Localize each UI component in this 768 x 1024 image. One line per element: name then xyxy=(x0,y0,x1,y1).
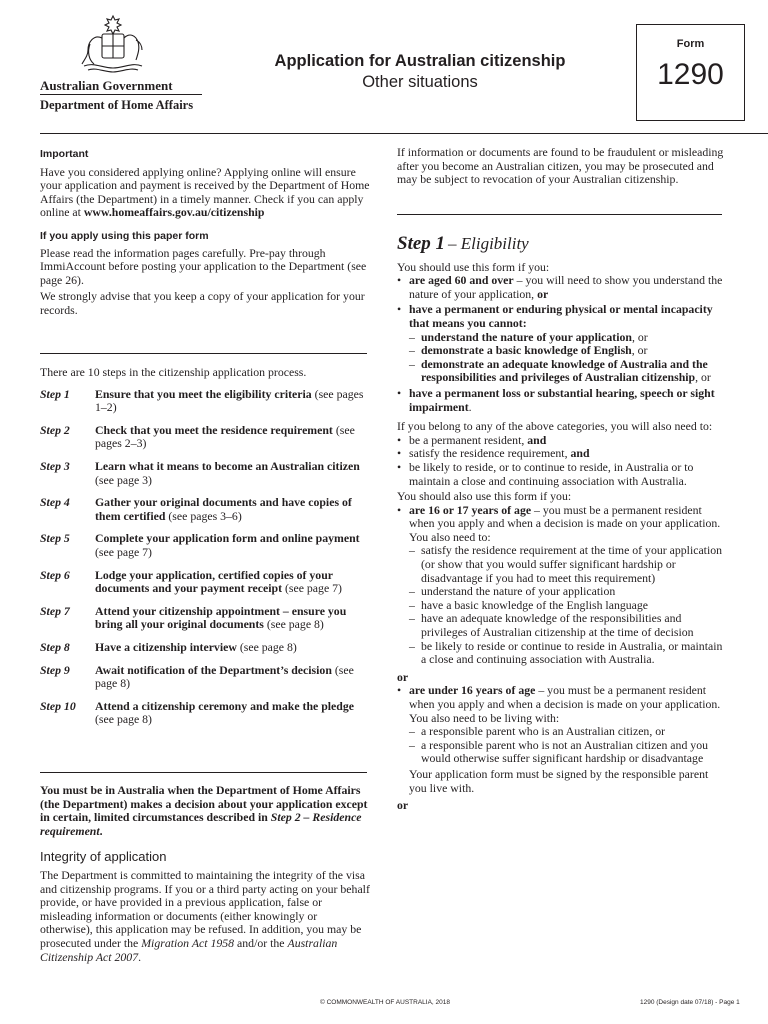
step-row xyxy=(40,700,370,727)
header-rule xyxy=(40,133,768,134)
form-subtitle: Other situations xyxy=(362,73,478,91)
incapacity-item: – demonstrate a basic knowledge of English, or xyxy=(409,344,727,358)
step-title: Attend a citizenship ceremony and make the pledge xyxy=(95,698,354,713)
step-title: Lodge your application, certified copies of your documents and your payment receipt xyxy=(95,567,333,596)
step-row xyxy=(40,532,370,559)
step-page-ref: (see pages 3–6) xyxy=(168,508,242,523)
step-row xyxy=(40,641,370,655)
section-divider xyxy=(40,353,367,354)
paper-text-2: We strongly advise that you keep a copy of your application for your records. xyxy=(40,289,365,317)
department-name: Department of Home Affairs xyxy=(40,98,194,112)
need-item: • be likely to reside, or to continue to reside, in Australia or to maintain a close and continuing association with Australia. xyxy=(397,461,727,488)
condition-age-16-17: • are 16 or 17 years of age – you must be a permanent resident when you apply and when a decision is made on your application. You also need to: – satisfy the residence requirement at the time of your application (or show that you would suffer significant hardship or disadvantage if you had to meet this requirement) – understand the nature of your application – have a basic knowledge of the English language – have an adequate knowledge of the responsibilities and privileges of Australian citizenship at the time of decision – be likely to reside or continue to reside in Australia, or maintain a close and continuing association with Australia. xyxy=(397,504,727,667)
step-title: Ensure that you meet the eligibility criteria xyxy=(95,386,312,401)
under-16-item: – a responsible parent who is an Australian citizen, or xyxy=(409,725,727,739)
form-title: Application for Australian citizenship xyxy=(274,52,566,70)
coat-of-arms-logo xyxy=(78,14,148,76)
steps-intro: There are 10 steps in the citizenship application process. xyxy=(40,365,307,379)
section-divider xyxy=(40,772,367,773)
step-page-ref: (see page 8) xyxy=(95,712,152,727)
steps-section xyxy=(40,366,370,736)
fraud-text: If information or documents are found to be fraudulent or misleading after you become an Australian citizen, you may be prosecuted and may be subject to revocation of your Australian citizenship. xyxy=(397,145,724,187)
header-divider xyxy=(40,94,202,95)
step-label: Step 6 xyxy=(40,567,70,582)
form-number: 1290 xyxy=(657,58,724,91)
citizenship-link[interactable]: www.homeaffairs.gov.au/citizenship xyxy=(83,205,265,220)
government-name: Australian Government xyxy=(40,78,173,93)
section-divider xyxy=(397,214,722,215)
step-title: Learn what it means to become an Australian citizen xyxy=(95,458,360,473)
form-label: Form xyxy=(676,38,705,50)
step1-title: Step 1 xyxy=(397,233,446,254)
step-page-ref: (see pages 2–3) xyxy=(95,422,355,451)
step-label: Step 2 xyxy=(40,422,70,437)
step-row xyxy=(40,388,370,415)
step-page-ref: (see page 8) xyxy=(95,662,354,691)
step-label: Step 4 xyxy=(40,495,70,510)
step-row xyxy=(40,605,370,632)
australia-section xyxy=(40,784,370,964)
step-label: Step 5 xyxy=(40,531,70,546)
step-title: Complete your application form and online payment xyxy=(95,531,360,546)
age-16-item: – understand the nature of your application xyxy=(409,585,727,599)
fraud-section xyxy=(397,146,727,187)
step-page-ref: (see page 7) xyxy=(95,544,152,559)
also-need-text: If you belong to any of the above categories, you will also need to: xyxy=(397,419,713,434)
condition-age-60: • are aged 60 and over – you will need to show you understand the nature of your application, or xyxy=(397,274,727,301)
under-16-sublist xyxy=(409,725,727,766)
age-16-item: – be likely to reside or continue to reside in Australia, or maintain a close and continuing association with Australia. xyxy=(409,640,727,667)
step1-subtitle: – Eligibility xyxy=(447,234,529,253)
step-row xyxy=(40,569,370,596)
step-page-ref: (see page 8) xyxy=(239,639,297,654)
step-title: Gather your original documents and have copies of them certified xyxy=(95,495,352,523)
step-title: Attend your citizenship appointment – ensure you bring all your original documents xyxy=(95,603,347,632)
australia-notice: You must be in Australia when the Department of Home Affairs (the Department) makes a decision about your application except in certain, limited circumstances described in Step 2 – Residence requirement. xyxy=(40,783,368,838)
step-title: Check that you meet the residence requirement xyxy=(95,422,333,437)
or-connector: or xyxy=(397,669,409,684)
incapacity-sublist xyxy=(409,331,727,385)
age-16-item: – have an adequate knowledge of the responsibilities and privileges of Australian citizenship at the time of decision xyxy=(409,612,727,639)
age-16-item: – have a basic knowledge of the English language xyxy=(409,599,727,613)
signed-text: Your application form must be signed by the responsible parent you live with. xyxy=(409,766,709,795)
step-row xyxy=(40,460,370,487)
step-title: Have a citizenship interview xyxy=(95,639,237,654)
step-label: Step 8 xyxy=(40,639,70,654)
incapacity-item: – understand the nature of your application, or xyxy=(409,331,727,345)
under-16-item: – a responsible parent who is not an Australian citizen and you would otherwise suffer significant hardship or disadvantage xyxy=(409,739,727,766)
integrity-heading: Integrity of application xyxy=(40,849,167,865)
steps-list xyxy=(40,388,370,727)
step-label: Step 9 xyxy=(40,662,70,677)
under-16-list xyxy=(397,684,727,795)
step-title: Await notification of the Department’s decision xyxy=(95,662,332,677)
age-16-item: – satisfy the residence requirement at the time of your application (or show that you would suffer significant hardship or disadvantage if you had to meet this requirement) xyxy=(409,544,727,585)
conditions-list xyxy=(397,274,727,414)
important-text: Have you considered applying online? Applying online will ensure your application and payment is received by the Department of Home Affairs (the Department) in a timely manner. Check if you can apply online at www.homeaffairs.gov.au/citizenship xyxy=(40,164,370,220)
condition-impairment: • have a permanent loss or substantial hearing, speech or sight impairment. xyxy=(397,387,727,414)
need-item: • be a permanent resident, and xyxy=(397,434,727,448)
step-label: Step 3 xyxy=(40,458,70,473)
step1-heading xyxy=(397,233,727,254)
step-row xyxy=(40,424,370,451)
step-label: Step 7 xyxy=(40,603,70,618)
important-heading: Important xyxy=(40,148,89,160)
paper-text-1: Please read the information pages carefully. Pre-pay through ImmiAccount before posting your application to the Department (see page 26). xyxy=(40,245,367,287)
important-section xyxy=(40,148,370,318)
copyright-footer: © COMMONWEALTH OF AUSTRALIA, 2018 xyxy=(320,999,450,1006)
condition-under-16: • are under 16 years of age – you must be a permanent resident when you apply and when a decision is made on your application. You also need to be living with: – a responsible parent who is an Australian citizen, or – a responsible parent who is not an Australian citizen and you would otherwise suffer significant hardship or disadvantage Your application form must be signed by the responsible parent you live with. xyxy=(397,684,727,795)
need-item: • satisfy the residence requirement, and xyxy=(397,447,727,461)
paper-heading: If you apply using this paper form xyxy=(40,229,209,242)
step-page-ref: (see page 7) xyxy=(284,581,342,596)
incapacity-item: – demonstrate an adequate knowledge of Australia and the responsibilities and privileges of Australian citizenship, or xyxy=(409,358,727,385)
step-row xyxy=(40,664,370,691)
also-use-text: You should also use this form if you: xyxy=(397,489,572,504)
step-row xyxy=(40,496,370,523)
integrity-text: The Department is committed to maintaining the integrity of the visa and citizenship programs. If you or a third party acting on your behalf provide, or have provided in a previous application, false or misleading information or documents (either knowingly or otherwise), this application may be refused. In addition, you may be prosecuted under the Migration Act 1958 and/or the Australian Citizenship Act 2007. xyxy=(40,867,370,964)
step-page-ref: (see pages 1–2) xyxy=(95,386,364,415)
step-page-ref: (see page 8) xyxy=(266,617,324,632)
need-list xyxy=(397,434,727,488)
page-info-footer: 1290 (Design date 07/18) - Page 1 xyxy=(640,999,740,1006)
age-16-sublist xyxy=(409,544,727,666)
step-page-ref: (see page 3) xyxy=(95,472,152,487)
condition-incapacity: • have a permanent or enduring physical or mental incapacity that means you cannot: – understand the nature of your application, or – demonstrate a basic knowledge of English, or – demonstrate an adequate knowledge of Australia and the responsibilities and privileges of Australian citizenship, or xyxy=(397,303,727,385)
step-label: Step 10 xyxy=(40,698,76,713)
or-connector: or xyxy=(397,798,409,813)
age-16-list xyxy=(397,504,727,667)
step1-section xyxy=(397,233,727,813)
use-if-text: You should use this form if you: xyxy=(397,259,550,274)
step-label: Step 1 xyxy=(40,386,70,401)
